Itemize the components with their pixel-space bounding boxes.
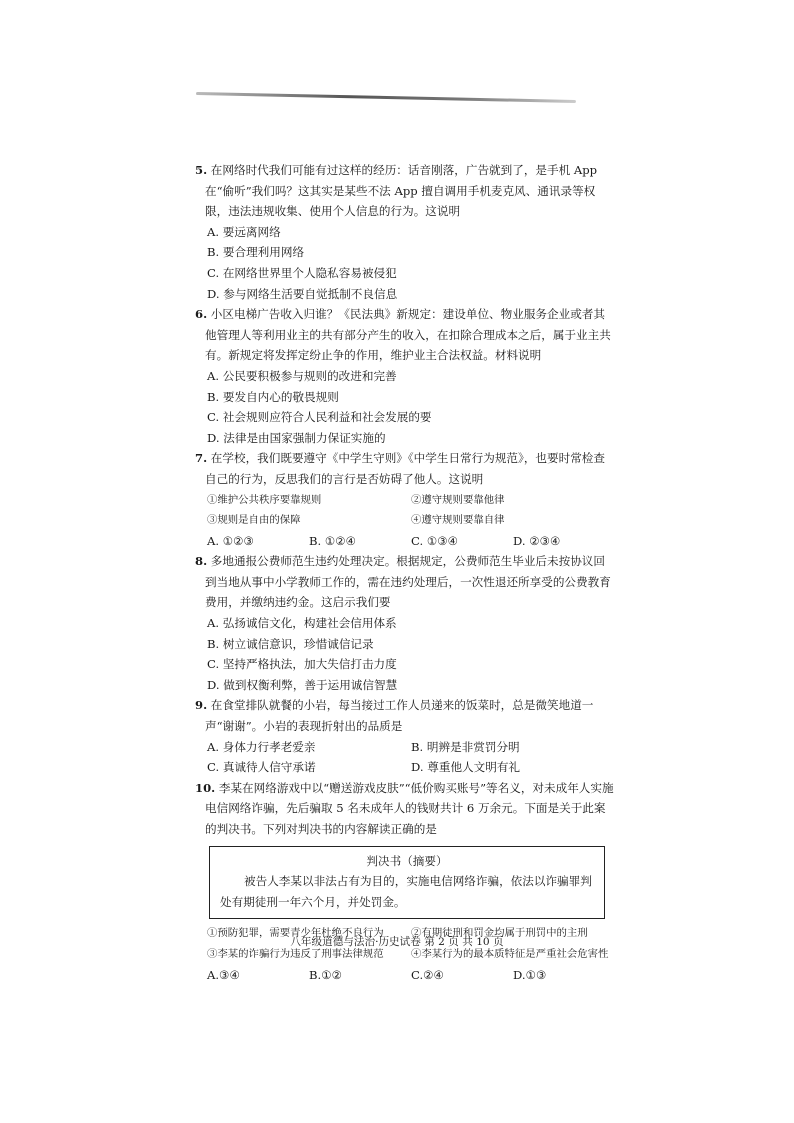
- option-b: B. 要合理利用网络: [207, 245, 305, 260]
- question-number: 8.: [195, 554, 208, 569]
- option-c: C. 社会规则应符合人民利益和社会发展的要: [207, 410, 432, 425]
- choice-a: A.③④: [207, 967, 240, 982]
- item-4: ④李某行为的最本质特征是严重社会危害性: [411, 947, 609, 960]
- judgment-text: 被告人李某以非法占有为目的，实施电信网络诈骗，依法以诈骗罪判处有期徒刑一年六个月，并处罚金。: [220, 874, 592, 909]
- option-c: C. 坚持严格执法，加大失信打击力度: [207, 657, 397, 672]
- judgment-title: 判决书（摘要）: [366, 853, 448, 868]
- option-a: A. 要远离网络: [207, 224, 281, 239]
- choice-b: B. ①②④: [309, 533, 357, 548]
- question-6: [195, 304, 615, 448]
- item-1: ①预防犯罪，需要青少年杜绝不良行为: [207, 927, 384, 940]
- item-2: ②有期徒刑和罚金均属于刑罚中的主刑: [411, 927, 588, 940]
- option-b: B. 树立诚信意识，珍惜诚信记录: [207, 636, 374, 651]
- question-number: 7.: [195, 451, 208, 466]
- question-stem: 在网络时代我们可能有过这样的经历：话音刚落，广告就到了，是手机 App 在“偷听”我们吗？这其实是某些不法 App 擅自调用手机麦克风、通讯录等权限，违法违规收集、使用个人信息的行为。这说明: [205, 163, 598, 219]
- choice-c: C.②④: [411, 967, 444, 982]
- question-5: [195, 160, 615, 304]
- option-a: A. 弘扬诚信文化，构建社会信用体系: [207, 616, 397, 631]
- question-stem: 在食堂排队就餐的小岩，每当接过工作人员递来的饭菜时，总是微笑地道一声“谢谢”。小岩的表现折射出的品质是: [205, 698, 594, 734]
- choice-b: B.①②: [309, 967, 342, 982]
- question-number: 9.: [195, 698, 208, 713]
- option-a: A. 公民要积极参与规则的改进和完善: [207, 368, 397, 383]
- judgment-box: [209, 846, 605, 920]
- question-stem: 李某在网络游戏中以“赠送游戏皮肤”“低价购买账号”等名义，对未成年人实施电信网络诈骗，先后骗取 5 名未成年人的钱财共计 6 万余元。下面是关于此案的判决书。下列对判决书的内容解读正确的是: [205, 780, 614, 836]
- question-number: 6.: [195, 307, 208, 322]
- question-number: 5.: [195, 163, 208, 177]
- question-stem: 小区电梯广告收入归谁？《民法典》新规定：建设单位、物业服务企业或者其他管理人等利用业主的共有部分产生的收入，在扣除合理成本之后，属于业主共有。新规定将发挥定纷止争的作用，维护业主合法权益。材料说明: [205, 307, 611, 363]
- scan-top-edge: [196, 92, 576, 103]
- choice-c: C. ①③④: [411, 533, 459, 548]
- option-b: B. 要发自内心的敬畏规则: [207, 389, 339, 404]
- choice-a: A. ①②③: [207, 533, 254, 548]
- option-d: D. 法律是由国家强制力保证实施的: [207, 430, 386, 445]
- question-9: [195, 695, 615, 777]
- option-d: D. 做到权衡利弊，善于运用诚信智慧: [207, 677, 398, 692]
- option-c: C. 在网络世界里个人隐私容易被侵犯: [207, 265, 397, 280]
- item-4: ④遵守规则要靠自律: [411, 514, 505, 527]
- question-stem: 在学校，我们既要遵守《中学生守则》《中学生日常行为规范》，也要时常检查自己的行为，反思我们的言行是否妨碍了他人。这说明: [205, 451, 605, 486]
- question-number: 10.: [195, 780, 216, 795]
- page-footer: 八年级道德与法治·历史试卷 第 2 页 共 10 页: [290, 936, 504, 948]
- choice-d: D. 尊重他人文明有礼: [411, 760, 521, 775]
- item-3: ③李某的诈骗行为违反了刑事法律规范: [207, 947, 384, 960]
- question-10: [195, 778, 615, 985]
- item-3: ③规则是自由的保障: [207, 514, 301, 527]
- question-7: [195, 448, 615, 551]
- exam-page: [195, 160, 615, 985]
- choice-d: D.①③: [513, 967, 547, 982]
- item-1: ①维护公共秩序要靠规则: [207, 493, 322, 506]
- option-d: D. 参与网络生活要自觉抵制不良信息: [207, 286, 398, 301]
- choice-b: B. 明辨是非赏罚分明: [411, 739, 520, 754]
- choice-c: C. 真诚待人信守承诺: [207, 760, 316, 775]
- question-8: [195, 551, 615, 695]
- item-2: ②遵守规则要靠他律: [411, 493, 505, 506]
- choice-a: A. 身体力行孝老爱亲: [207, 739, 316, 754]
- question-stem: 多地通报公费师范生违约处理决定。根据规定，公费师范生毕业后未按协议回到当地从事中小学教师工作的，需在违约处理后，一次性退还所享受的公费教育费用，并缴纳违约金。这启示我们要: [205, 554, 611, 610]
- choice-d: D. ②③④: [513, 533, 561, 548]
